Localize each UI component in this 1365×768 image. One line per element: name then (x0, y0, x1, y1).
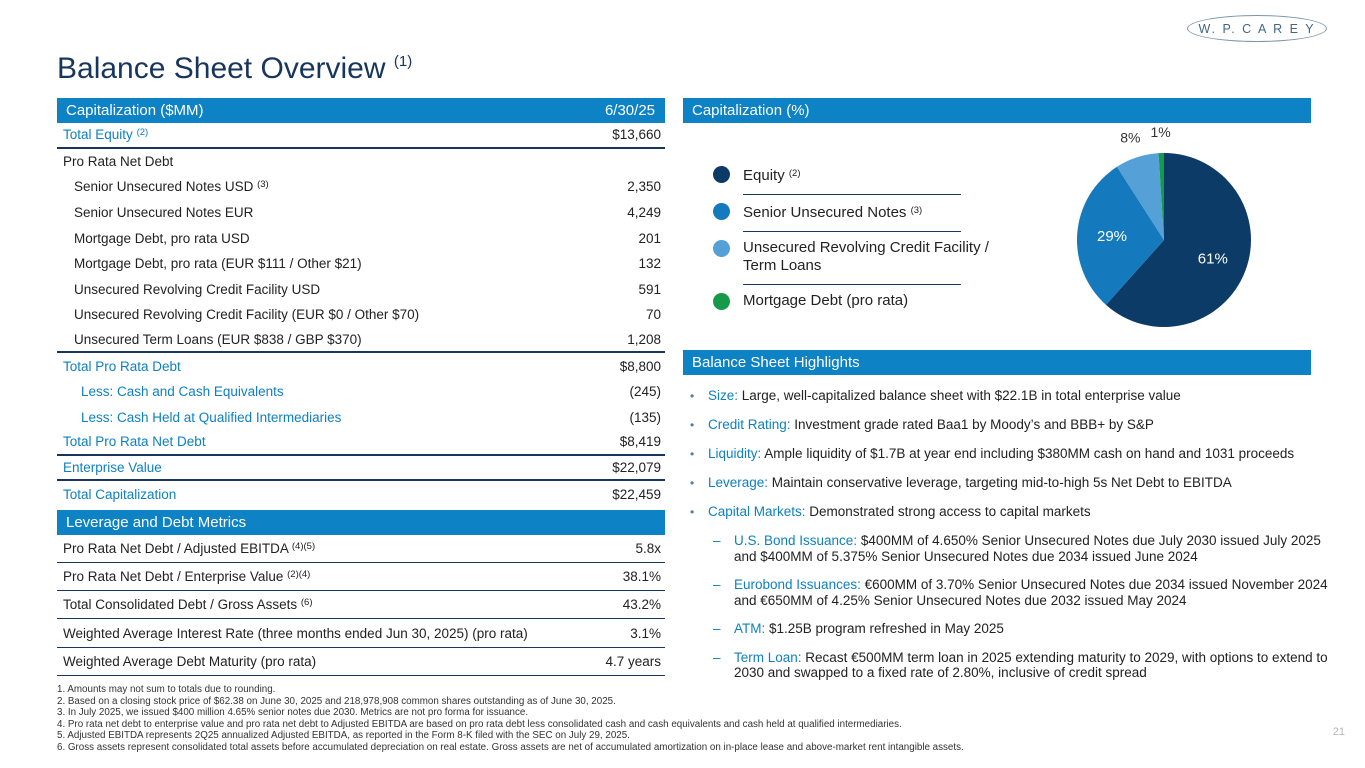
pie-pct-label: 29% (1096, 227, 1128, 245)
dash-bullet-icon: – (713, 621, 721, 636)
footnotes (57, 684, 1297, 754)
list-item: • Liquidity: Ample liquidity of $1.7B at year end including $380MM cash on hand and 1031 proceeds (690, 446, 1295, 461)
table-row: Less: Cash and Cash Equivalents (245) (81, 384, 661, 400)
list-item: • Leverage: Maintain conservative leverage, targeting mid-to-high 5s Net Debt to EBITDA (690, 475, 1232, 490)
table-row: Total Consolidated Debt / Gross Assets $^{(6)}$ 43.2% (57, 591, 665, 619)
legend-item: Unsecured Revolving Credit Facility / Term Loans (713, 232, 1013, 277)
footnote: 4. Pro rata net debt to enterprise value and pro rata net debt to Adjusted EBITDA are based on pro rata debt less consolidated cash and cash equivalents and cash held at qualified intermediaries. (57, 718, 902, 730)
table-row: Total Pro Rata Debt $8,800 (63, 358, 661, 374)
table-row: Unsecured Term Loans (EUR $838 / GBP $370) 1,208 (57, 328, 665, 354)
table-row: Pro Rata Net Debt / Enterprise Value $^{(2)(4)}$ 38.1% (57, 563, 665, 591)
pie-legend (713, 158, 1013, 312)
table-row: Weighted Average Debt Maturity (pro rata) 4.7 years (57, 648, 665, 676)
legend-item: Mortgage Debt (pro rata) (713, 285, 1013, 312)
bullet-icon: • (690, 389, 695, 403)
capitalization-pie-chart (1044, 120, 1284, 360)
table-header-date: 6/30/25 (604, 102, 655, 119)
capitalization-table-header (57, 98, 665, 123)
capitalization-table (57, 98, 665, 676)
bullet-icon: • (690, 505, 695, 519)
metrics-table-header: Leverage and Debt Metrics (57, 510, 665, 535)
highlights-sublist (706, 533, 1345, 681)
page-number: 21 (1332, 726, 1345, 738)
table-row: Senior Unsecured Notes EUR 4,249 (74, 205, 661, 221)
table-row: Total Capitalization $22,459 (63, 486, 661, 502)
dash-bullet-icon: – (713, 577, 721, 592)
table-header-label: Capitalization ($MM) (66, 102, 204, 119)
table-row: Enterprise Value $22,079 (57, 456, 665, 482)
table-row: Pro Rata Net Debt / Adjusted EBITDA $^{(4)(5)}$ 5.8x (57, 535, 665, 563)
legend-item: Equity $^{(2)}$ (713, 158, 1013, 187)
bullet-icon: • (690, 476, 695, 490)
senior-notes-legend-dot (713, 203, 730, 220)
table-row: Pro Rata Net Debt (63, 153, 174, 169)
table-row: Total Equity $^{(2)}$ $13,660 (57, 123, 665, 149)
highlights-list (683, 388, 1345, 681)
table-row: Senior Unsecured Notes USD $^{(3)}$ 2,350 (74, 179, 661, 195)
footnote: 2. Based on a closing stock price of $62.38 on June 30, 2025 and 218,978,908 common shares outstanding as of June 30, 2025. (57, 695, 616, 707)
list-item: – Term Loan: Recast €500MM term loan in 2025 extending maturity to 2029, with options to extend to 2030 and swapped to a fixed rate of 2.80%, inclusive of credit spread (713, 649, 1328, 680)
table-row: Less: Cash Held at Qualified Intermediaries (135) (81, 409, 661, 425)
bullet-icon: • (690, 418, 695, 432)
list-item: – U.S. Bond Issuance: $400MM of 4.650% Senior Unsecured Notes due July 2030 issued July 2025 and $400MM of 5.375% Senior Unsecured Notes due 2034 issued June 2024 (713, 533, 1321, 564)
list-item: • Credit Rating: Investment grade rated Baa1 by Moody’s and BBB+ by S&P (690, 417, 1154, 432)
footnote: 6. Gross assets represent consolidated total assets before accumulated depreciation on real estate. Gross assets are net of accumulated amortization on in-place lease and above-market rent intangible assets. (57, 741, 964, 753)
table-row: Total Pro Rata Net Debt $8,419 (57, 430, 665, 456)
balance-sheet-highlights (683, 350, 1345, 694)
bullet-icon: • (690, 447, 695, 461)
pie-pct-label: 61% (1197, 250, 1228, 268)
equity-legend-dot (713, 166, 730, 183)
footnote: 1. Amounts may not sum to totals due to rounding. (57, 684, 276, 695)
pie-pct-label: 1% (1150, 124, 1171, 141)
pie-pct-label: 8% (1120, 129, 1141, 146)
logo-text: W. P. C A R E Y (1198, 21, 1316, 36)
page-title: Balance Sheet Overview $^{(1)}$ (57, 52, 413, 85)
table-row: Unsecured Revolving Credit Facility USD 591 (74, 281, 661, 297)
list-item: – ATM: $1.25B program refreshed in May 2025 (713, 621, 1004, 636)
legend-item: Senior Unsecured Notes $^{(3)}$ (713, 195, 1013, 224)
dash-bullet-icon: – (713, 649, 721, 665)
revolver-term-loans-legend-dot (713, 240, 730, 257)
footnote: 5. Adjusted EBITDA represents 2Q25 annualized Adjusted EBITDA, as reported in the Form 8-K filed with the SEC on July 29, 2025. (57, 730, 630, 742)
mortgage-debt-legend-dot (713, 293, 730, 310)
footnote: 3. In July 2025, we issued $400 million 4.65% senior notes due 2030. Metrics are not pro forma for issuance. (57, 707, 529, 719)
table-row: Unsecured Revolving Credit Facility (EUR $0 / Other $70) 70 (74, 307, 661, 323)
table-row: Mortgage Debt, pro rata USD 201 (74, 230, 661, 246)
capitalization-pct-header: Capitalization (%) (683, 98, 1311, 123)
table-row: Weighted Average Interest Rate (three months ended Jun 30, 2025) (pro rata) 3.1% (57, 619, 665, 647)
list-item: • Size: Large, well-capitalized balance sheet with $22.1B in total enterprise value (690, 388, 1181, 403)
dash-bullet-icon: – (713, 533, 721, 548)
capitalization-pct-panel (683, 98, 1311, 309)
list-item: • Capital Markets: Demonstrated strong access to capital markets (690, 504, 1091, 519)
table-row: Mortgage Debt, pro rata (EUR $111 / Other $21) 132 (74, 256, 661, 272)
list-item: – Eurobond Issuances: €600MM of 3.70% Senior Unsecured Notes due 2034 issued November 2024 and €650MM of 4.25% Senior Unsecured Notes due 2032 issued May 2024 (713, 577, 1328, 608)
pie-chart-svg (1044, 120, 1284, 360)
wp-carey-logo (1187, 15, 1327, 42)
title-footnote-ref: (1) (393, 53, 413, 70)
highlights-header: Balance Sheet Highlights (683, 350, 1311, 375)
